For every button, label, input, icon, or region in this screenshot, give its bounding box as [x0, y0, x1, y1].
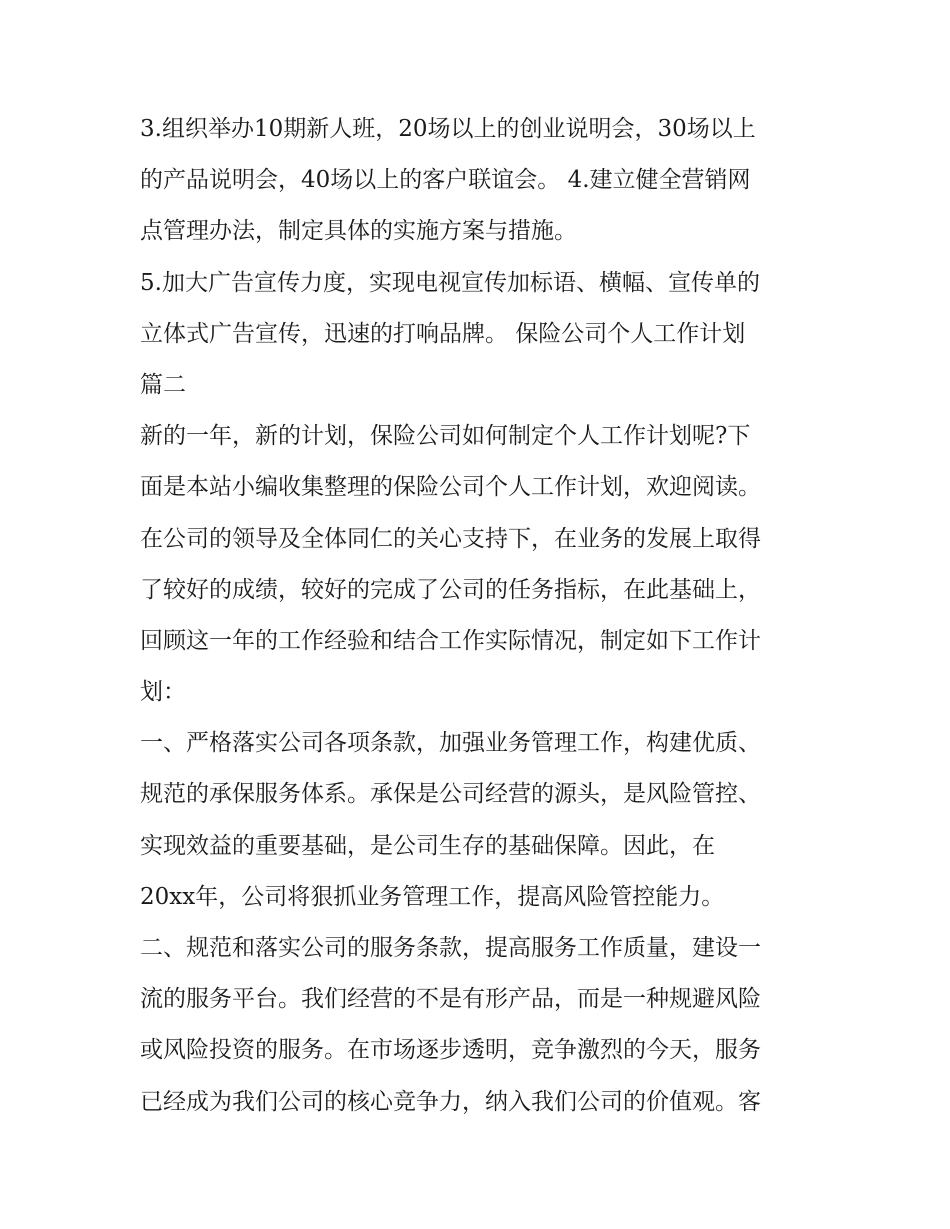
text-line: 的产品说明会，40场以上的客户联谊会。 4.建立健全营销网 — [140, 167, 751, 194]
text-line: 新的一年，新的计划，保险公司如何制定个人工作计划呢?下 — [140, 423, 751, 450]
text-line: 流的服务平台。我们经营的不是有形产品，而是一种规避风险 — [140, 986, 761, 1013]
text-line: 点管理办法，制定具体的实施方案与措施。 — [140, 218, 577, 245]
text-line: 一、严格落实公司各项条款，加强业务管理工作，构建优质、 — [140, 730, 761, 757]
text-line: 立体式广告宣传，迅速的打响品牌。 保险公司个人工作计划 — [140, 320, 746, 347]
body-text — [140, 104, 820, 1128]
text-line: 或风险投资的服务。在市场逐步透明，竞争激烈的今天，服务 — [140, 1037, 761, 1064]
text-line: 面是本站小编收集整理的保险公司个人工作计划，欢迎阅读。 — [140, 474, 761, 501]
text-line: 二、规范和落实公司的服务条款，提高服务工作质量，建设一 — [140, 935, 761, 961]
text-line: 篇二 — [140, 371, 186, 398]
text-line: 在公司的领导及全体同仁的关心支持下，在业务的发展上取得 — [140, 525, 761, 552]
text-line: 5.加大广告宣传力度，实现电视宣传加标语、横幅、宣传单的 — [140, 269, 760, 296]
text-line: 已经成为我们公司的核心竞争力，纳入我们公司的价值观。客 — [140, 1088, 761, 1115]
text-line: 回顾这一年的工作经验和结合工作实际情况，制定如下工作计 — [140, 627, 761, 654]
text-line: 3.组织举办10期新人班，20场以上的创业说明会，30场以上 — [140, 116, 756, 142]
text-line: 20xx年，公司将狠抓业务管理工作，提高风险管控能力。 — [140, 883, 725, 910]
text-line: 划： — [140, 679, 186, 706]
text-line: 实现效益的重要基础，是公司生存的基础保障。因此，在 — [140, 832, 715, 859]
text-line: 规范的承保服务体系。承保是公司经营的源头，是风险管控、 — [140, 781, 761, 808]
text-line: 了较好的成绩，较好的完成了公司的任务指标，在此基础上， — [140, 576, 761, 603]
